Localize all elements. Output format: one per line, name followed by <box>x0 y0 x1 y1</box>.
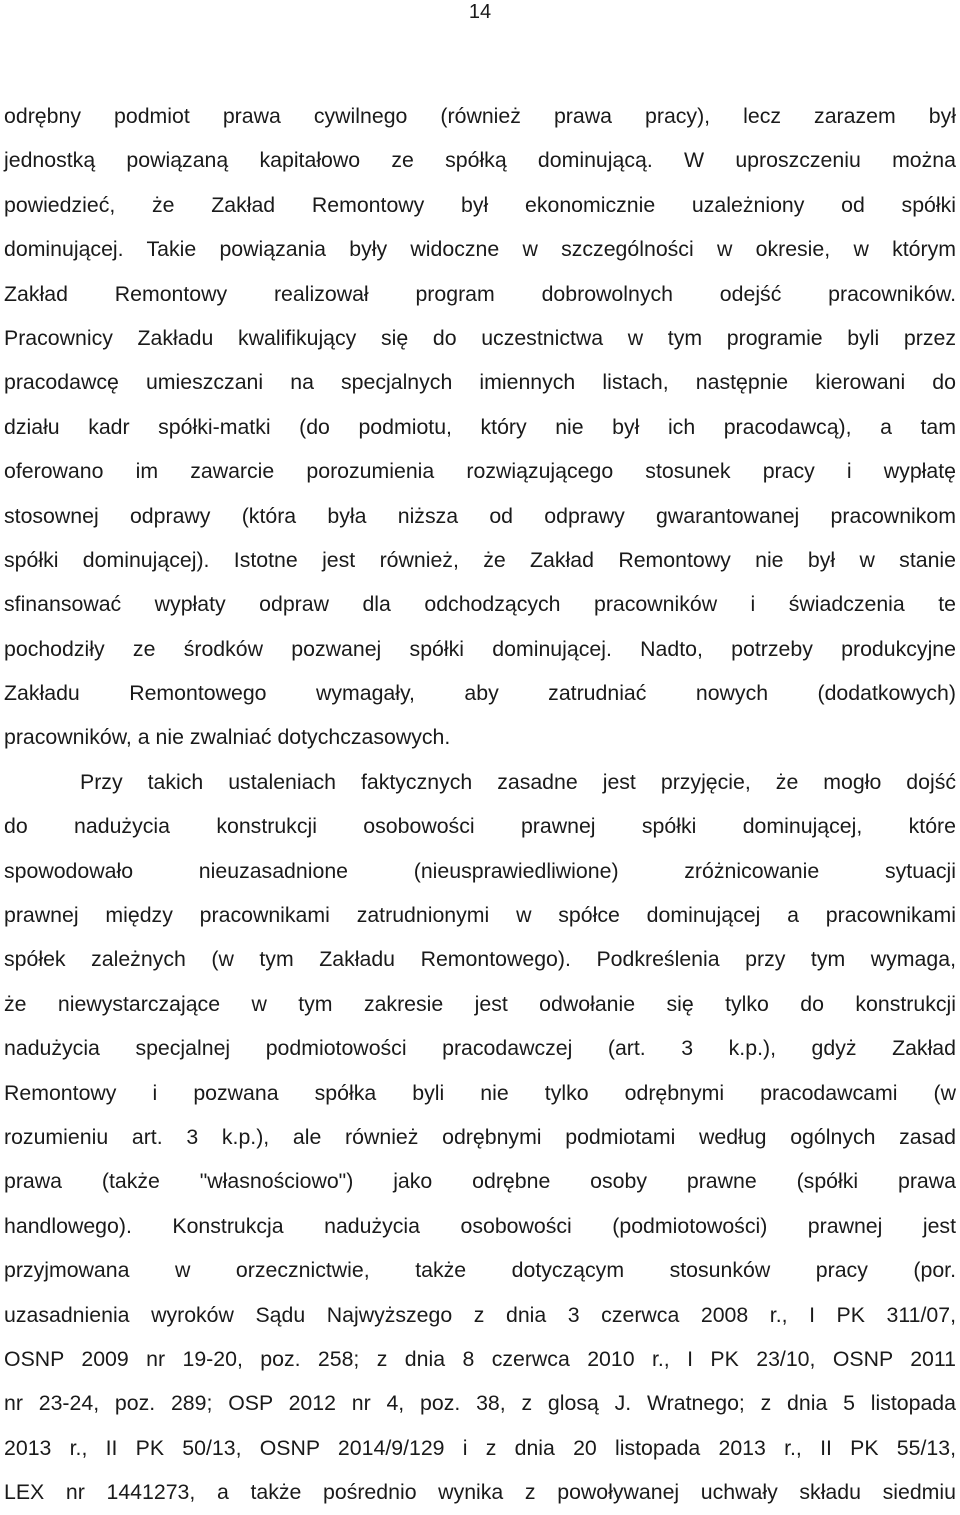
text-line: prawnej między pracownikami zatrudnionymi w spółce dominującej a pracownikami <box>4 903 956 928</box>
text-line: Pracownicy Zakładu kwalifikujący się do uczestnictwa w tym programie byli przez <box>4 325 956 350</box>
text-line: że niewystarczające w tym zakresie jest odwołanie się tylko do konstrukcji <box>4 991 956 1016</box>
text-line: powiedzieć, że Zakład Remontowy był ekonomicznie uzależniony od spółki <box>4 192 956 217</box>
text-line: prawa (także "własnościowo") jako odrębne osoby prawne (spółki prawa <box>4 1169 956 1194</box>
text-line: dominującej. Takie powiązania były widoczne w szczególności w okresie, w którym <box>4 237 956 262</box>
text-line: stosownej odprawy (która była niższa od odprawy gwarantowanej pracownikom <box>4 503 956 528</box>
text-line: nadużycia specjalnej podmiotowości pracodawczej (art. 3 k.p.), gdyż Zakład <box>4 1036 956 1061</box>
text-line: spółek zależnych (w tym Zakładu Remontowego). Podkreślenia przy tym wymaga, <box>4 947 956 972</box>
text-line: pracowników, a nie zwalniać dotychczasowych. <box>4 725 451 750</box>
text-line: OSNP 2009 nr 19-20, poz. 258; z dnia 8 czerwca 2010 r., I PK 23/10, OSNP 2011 <box>4 1346 956 1371</box>
text-line: przyjmowana w orzecznictwie, także dotyczącym stosunków pracy (por. <box>4 1258 956 1283</box>
text-line: pochodziły ze środków pozwanej spółki dominującej. Nadto, potrzeby produkcyjne <box>4 636 956 661</box>
text-line: sfinansować wypłaty odpraw dla odchodzących pracowników i świadczenia te <box>4 592 956 617</box>
text-line: Zakład Remontowy realizował program dobrowolnych odejść pracowników. <box>4 281 956 306</box>
text-line: handlowego). Konstrukcja nadużycia osobowości (podmiotowości) prawnej jest <box>4 1213 956 1238</box>
text-line: do nadużycia konstrukcji osobowości prawnej spółki dominującej, które <box>4 814 956 839</box>
text-line: rozumieniu art. 3 k.p.), ale również odrębnymi podmiotami według ogólnych zasad <box>4 1124 956 1149</box>
text-line: nr 23-24, poz. 289; OSP 2012 nr 4, poz. 38, z glosą J. Wratnego; z dnia 5 listopada <box>4 1391 956 1416</box>
paragraph-first-line: Przy takich ustaleniach faktycznych zasadne jest przyjęcie, że mogło dojść <box>80 769 956 794</box>
text-line: LEX nr 1441273, a także pośrednio wynika z powoływanej uchwały składu siedmiu <box>4 1480 956 1505</box>
text-line: działu kadr spółki-matki (do podmiotu, który nie był ich pracodawcą), a tam <box>4 414 956 439</box>
text-line: jednostką powiązaną kapitałowo ze spółką dominującą. W uproszczeniu można <box>4 148 956 173</box>
text-line: uzasadnienia wyroków Sądu Najwyższego z dnia 3 czerwca 2008 r., I PK 311/07, <box>4 1302 956 1327</box>
text-line: spowodowało nieuzasadnione (nieusprawiedliwione) zróżnicowanie sytuacji <box>4 858 956 883</box>
text-line: pracodawcę umieszczani na specjalnych imiennych listach, następnie kierowani do <box>4 370 956 395</box>
text-line: 2013 r., II PK 50/13, OSNP 2014/9/129 i z dnia 20 listopada 2013 r., II PK 55/13, <box>4 1435 956 1460</box>
text-line: Zakładu Remontowego wymagały, aby zatrudniać nowych (dodatkowych) <box>4 681 956 706</box>
text-line: spółki dominującej). Istotne jest również, że Zakład Remontowy nie był w stanie <box>4 547 956 572</box>
text-line: oferowano im zawarcie porozumienia rozwiązującego stosunek pracy i wypłatę <box>4 459 956 484</box>
document-body <box>4 94 956 1515</box>
text-line: odrębny podmiot prawa cywilnego (również prawa pracy), lecz zarazem był <box>4 104 956 128</box>
page-number: 14 <box>468 1 492 23</box>
text-line: Remontowy i pozwana spółka byli nie tylko odrębnymi pracodawcami (w <box>4 1080 956 1105</box>
